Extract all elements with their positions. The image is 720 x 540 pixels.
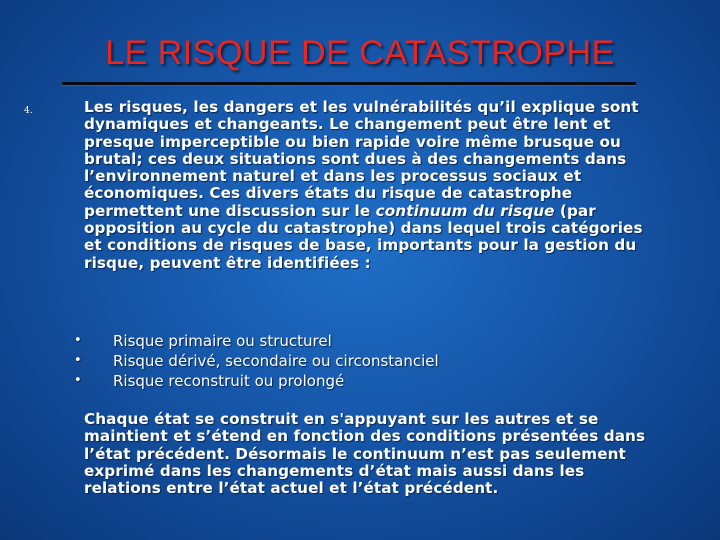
intro-text-start: Les risques, les dangers et les vulnérabilités qu’il explique sont dynamiques et changeants. Le changement peut être lent et presque imperceptible ou bien rapide voire même brusque ou brutal; ces deux situations sont dues à des changements dans l’environnement naturel et dans les processus sociaux et économiques. Ces divers états du risque de catastrophe permettent une discussion sur le (84, 98, 639, 220)
risk-categories-list (72, 331, 632, 391)
bullet-icon: • (74, 373, 82, 388)
bullet-icon: • (74, 353, 82, 368)
list-item (72, 331, 632, 351)
item-number: 4. (24, 106, 33, 116)
list-item (72, 371, 632, 391)
list-item-label: Risque primaire ou structurel (113, 332, 332, 350)
intro-text-end: (par opposition au cycle du catastrophe) dans lequel trois catégories et conditions de risques de base, importants pour la gestion du risque, peuvent être identifiées : (84, 201, 643, 272)
bullet-icon: • (74, 333, 82, 348)
intro-text-italic: continuum du risque (375, 201, 555, 220)
list-item-label: Risque dérivé, secondaire ou circonstanciel (113, 352, 439, 370)
conclusion-paragraph: Chaque état se construit en s'appuyant sur les autres et se maintient et s’étend en fonction des conditions présentées dans l’état précédent. Désormais le continuum n’est pas seulement exprimé dans les changements d’état mais aussi dans les relations entre l’état actuel et l’état précédent. (84, 410, 646, 498)
title-underline (62, 82, 636, 85)
slide-title: LE RISQUE DE CATASTROPHE (105, 34, 615, 72)
intro-paragraph (84, 99, 664, 272)
list-item (72, 351, 632, 371)
list-item-label: Risque reconstruit ou prolongé (113, 372, 345, 390)
